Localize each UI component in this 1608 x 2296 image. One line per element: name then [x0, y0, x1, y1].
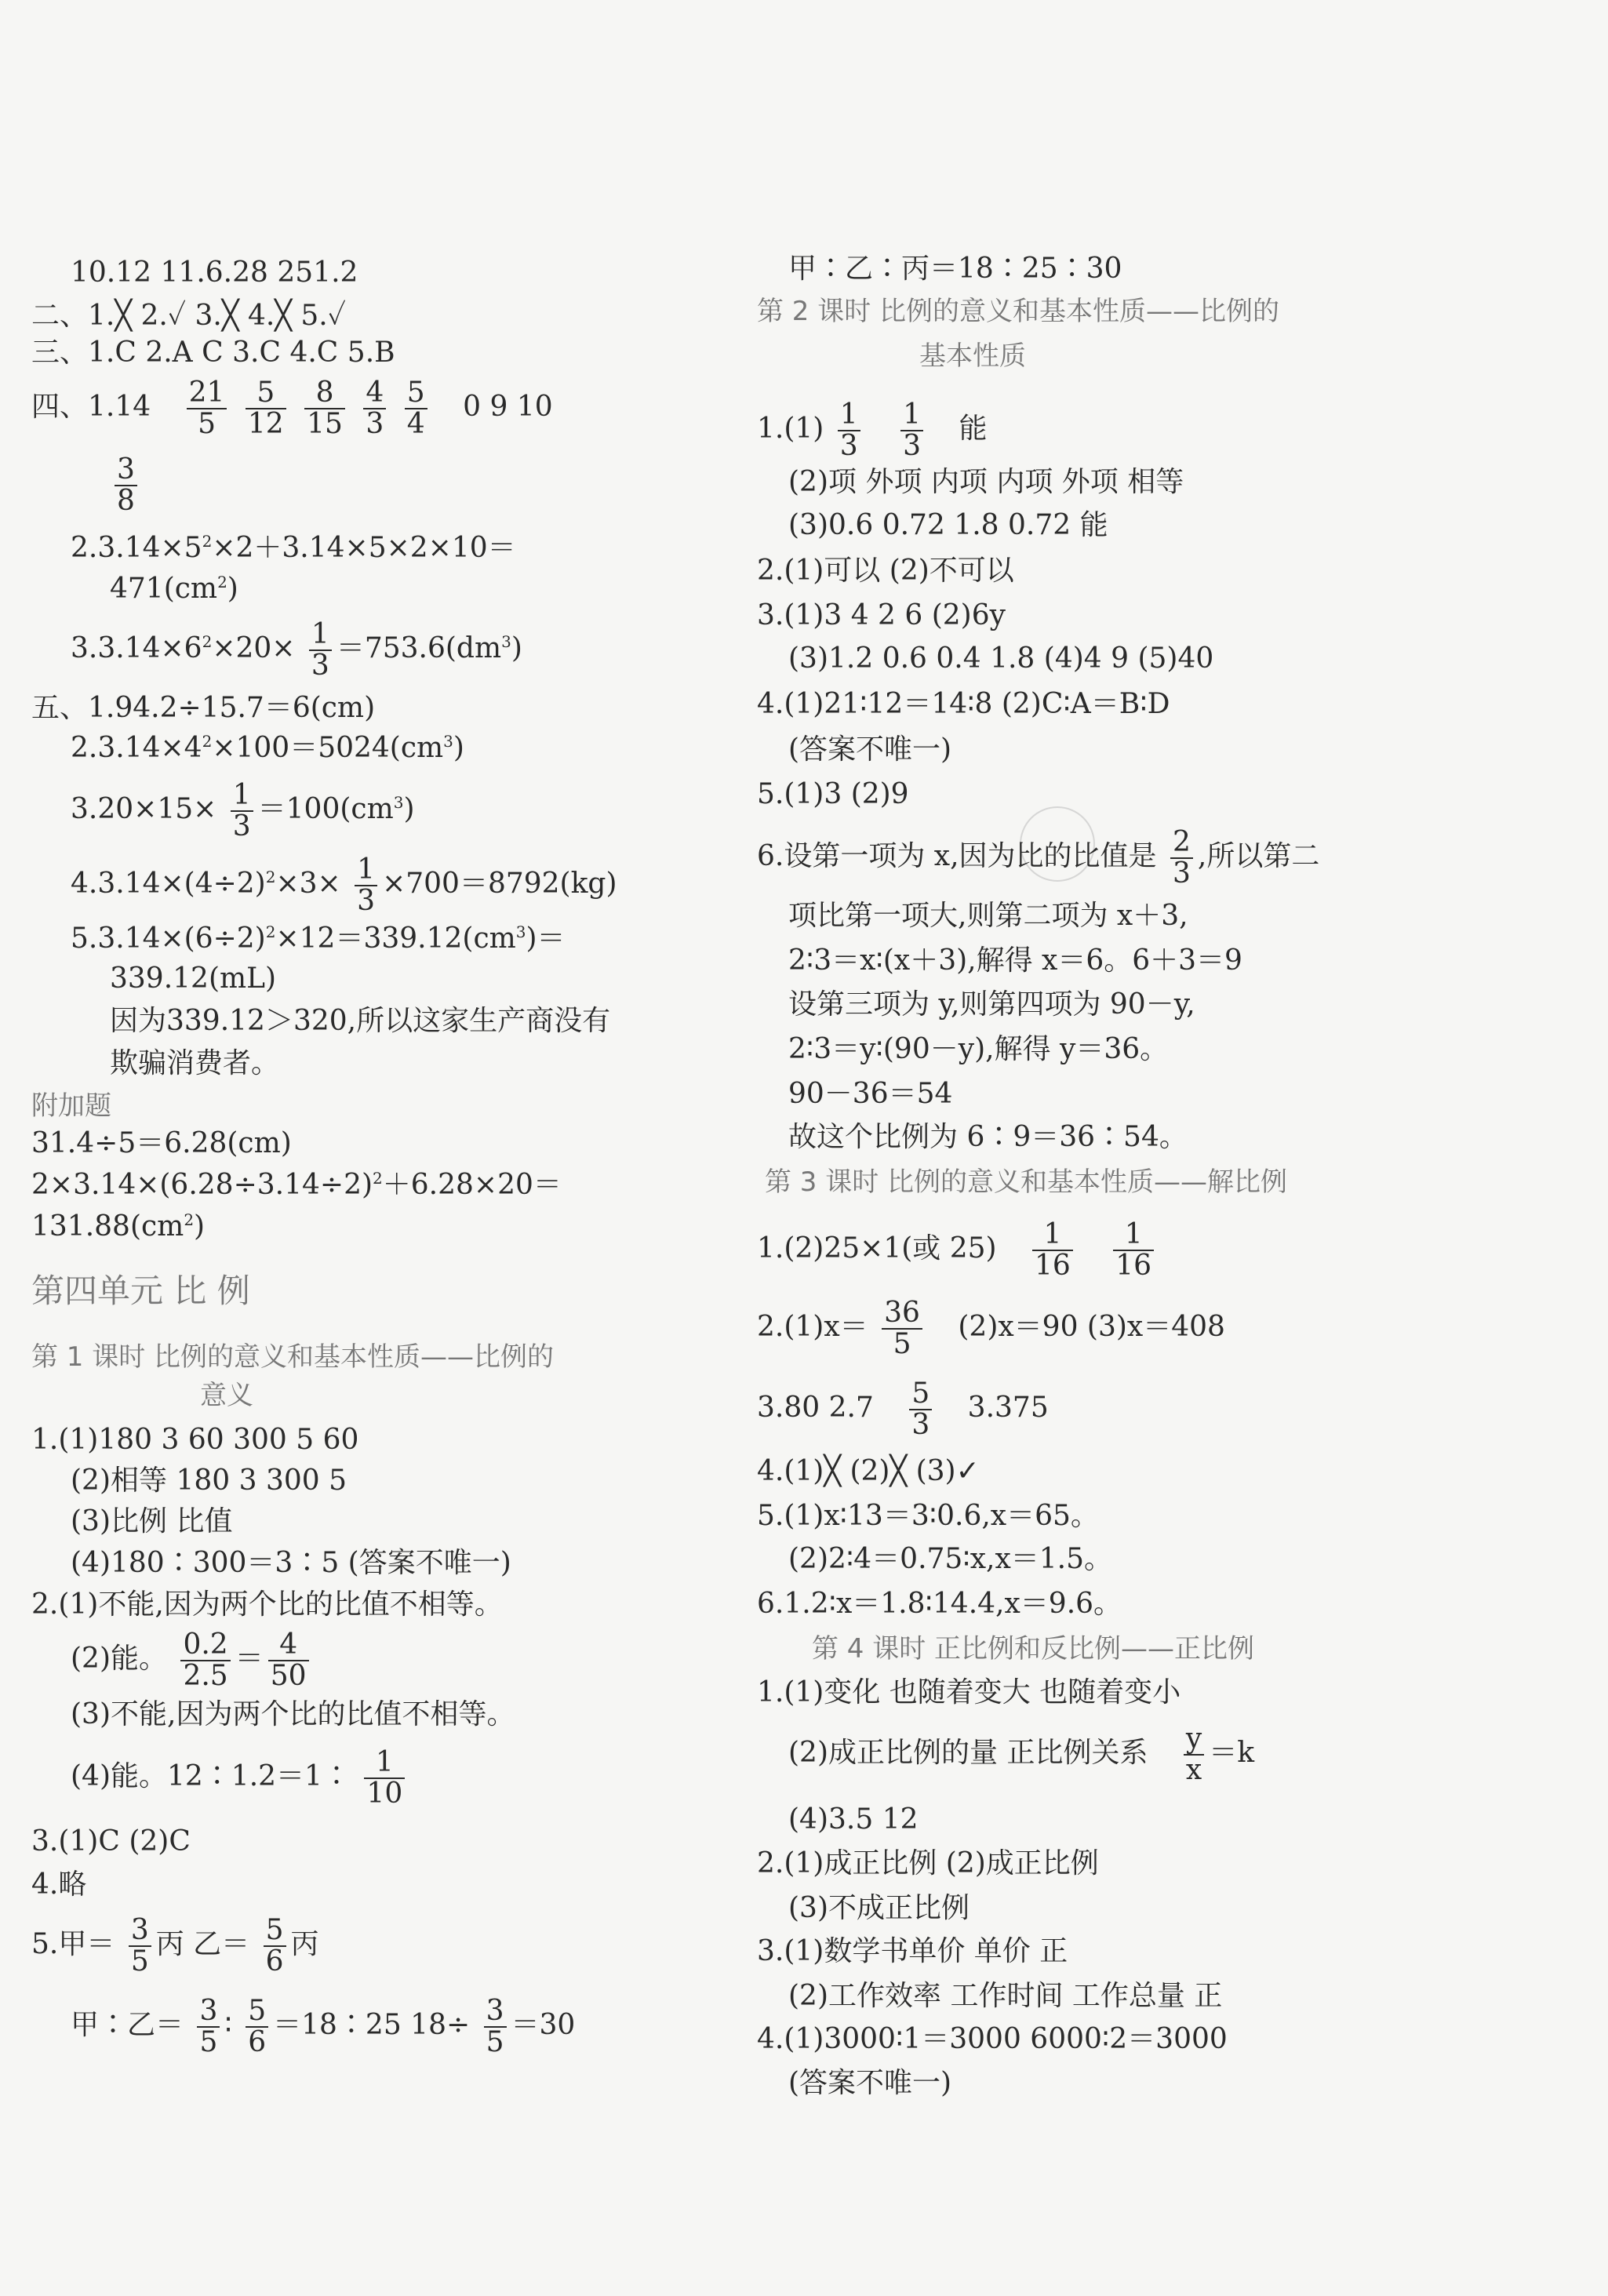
- section-heading: 附加题: [31, 1090, 111, 1122]
- answer-line: (4)180∶300＝3∶5 (答案不唯一): [71, 1547, 511, 1579]
- fraction: $\frac{3}{5}$: [484, 1996, 507, 2058]
- answer-line: $2.3.14\times 4^2\times 100=5024(cm^3)$: [71, 732, 464, 764]
- fraction: $\frac{0.2}{2.5}$: [180, 1630, 230, 1691]
- answer-line: 三、1.C 2.A C 3.C 4.C 5.B: [31, 337, 395, 369]
- answer-line: 4.(1)╳ (2)╳ (3)✓: [757, 1455, 980, 1487]
- answer-line: (2)成正比例的量 正比例关系 $\frac{y}{x}$ ＝k: [788, 1723, 1255, 1786]
- text: 0 9 10: [463, 390, 553, 423]
- answer-line: $5.3.14\times(6\div 2)^2\times 12=339.12(cm^3)=$: [71, 922, 566, 955]
- lesson-heading: 基本性质: [919, 340, 1026, 372]
- answer-line: $2.3.14\times 5^2\times 2+3.14\times 5\times 2\times 10=$: [71, 532, 516, 564]
- fraction: $\frac{5}{3}$: [909, 1379, 932, 1440]
- answer-line: (3)1.2 0.6 0.4 1.8 (4)4 9 (5)40: [788, 642, 1214, 675]
- lesson-heading: 第 1 课时 比例的意义和基本性质——比例的: [31, 1341, 555, 1373]
- answer-line: (3)比例 比值: [71, 1505, 233, 1537]
- fraction: $\frac{3}{8}$: [115, 455, 137, 516]
- fraction-line: [110, 455, 142, 516]
- answer-line: 3.(1)数学书单价 单价 正: [757, 1935, 1068, 1967]
- answer-line: (4)3.5 12: [788, 1803, 919, 1836]
- text: 四、1.14: [31, 390, 151, 423]
- answer-line: 2.(1)可以 (2)不可以: [757, 555, 1014, 587]
- answer-line: 1.(2)25×1(或 25) $\frac{1}{16}$ $\frac{1}{16}$: [757, 1220, 1159, 1281]
- answer-line: (3)不能,因为两个比的比值不相等。: [71, 1698, 515, 1730]
- lesson-heading: 第 3 课时 比例的意义和基本性质——解比例: [765, 1166, 1288, 1198]
- fraction: $\frac{1}{3}$: [309, 620, 332, 681]
- answer-line: 4.(1)21∶12＝14∶8 (2)C∶A＝B∶D: [757, 688, 1170, 720]
- answer-line: 二、1.╳ 2.✓ 3.╳ 4.╳ 5.✓: [31, 300, 346, 332]
- fraction: $\frac{y}{x}$: [1184, 1724, 1204, 1785]
- fraction: $\frac{3}{5}$: [197, 1996, 220, 2058]
- answer-line: 90－36＝54: [788, 1078, 953, 1110]
- lesson-heading: 第 2 课时 比例的意义和基本性质——比例的: [757, 296, 1280, 327]
- fraction: $\frac{8}{15}$: [304, 378, 345, 439]
- answer-line: 甲∶乙＝ $\frac{3}{5}$ ∶ $\frac{5}{6}$ ＝18∶25 18÷ $\frac{3}{5}$ ＝30: [71, 1995, 576, 2058]
- answer-line: (2)工作效率 工作时间 工作总量 正: [788, 1980, 1223, 2012]
- answer-line: 31.4÷5＝6.28(cm): [31, 1127, 292, 1159]
- answer-line: (2)项 外项 内项 内项 外项 相等: [788, 466, 1184, 498]
- answer-line-fractions: [31, 378, 553, 439]
- fraction: $\frac{5}{4}$: [405, 378, 427, 439]
- answer-line: (答案不唯一): [788, 2067, 952, 2099]
- answer-line: 因为339.12＞320,所以这家生产商没有: [110, 1005, 611, 1037]
- answer-line: (3)不成正比例: [788, 1892, 970, 1924]
- answer-line: 4.(1)3000∶1＝3000 6000∶2＝3000: [757, 2023, 1228, 2055]
- answer-line: 2∶3＝y∶(90－y),解得 y＝36。: [788, 1033, 1169, 1065]
- fraction: $\frac{1}{3}$: [231, 780, 253, 842]
- answer-line: 6.1.2∶x＝1.8∶14.4,x＝9.6。: [757, 1588, 1122, 1620]
- answer-line: 3.80 2.7 $\frac{5}{3}$ 3.375: [757, 1377, 1049, 1441]
- answer-line: 6.设第一项为 x,因为比的比值是 $\frac{2}{3}$ ,所以第二: [757, 826, 1320, 890]
- unit-title: 第四单元 比 例: [31, 1272, 250, 1310]
- answer-line: 3.20×15× $\frac{1}{3}$ $=100(cm^3)$: [71, 779, 415, 842]
- fraction: $\frac{5}{12}$: [246, 378, 286, 439]
- fraction: $\frac{2}{3}$: [1170, 828, 1193, 889]
- answer-line: 1.(1)变化 也随着变大 也随着变小: [757, 1676, 1181, 1708]
- answer-line: 4.略: [31, 1868, 87, 1901]
- answer-line: 339.12(mL): [110, 962, 277, 995]
- answer-line: 欺骗消费者。: [110, 1047, 280, 1079]
- answer-line: 故这个比例为 6∶9＝36∶54。: [788, 1121, 1188, 1153]
- answer-line: $471(cm^2)$: [110, 573, 238, 605]
- fraction: $\frac{36}{5}$: [882, 1298, 922, 1359]
- answer-line: (2)2∶4＝0.75∶x,x＝1.5。: [788, 1543, 1112, 1575]
- lesson-heading: 第 4 课时 正比例和反比例——正比例: [812, 1633, 1255, 1665]
- fraction: $\frac{1}{3}$: [355, 855, 377, 916]
- answer-line: 2.(1)不能,因为两个比的比值不相等。: [31, 1588, 503, 1621]
- answer-line: 3.(1)C (2)C: [31, 1825, 191, 1858]
- fraction: $\frac{1}{3}$: [838, 400, 860, 461]
- answer-line: $3.3.14\times 6^2\times 20\times$ $\frac{1}{3}$ $=753.6(dm^3)$: [71, 618, 522, 682]
- fraction: $\frac{1}{3}$: [900, 400, 923, 461]
- answer-line: 5.(1)x∶13＝3∶0.6,x＝65。: [757, 1500, 1099, 1532]
- fraction: $\frac{1}{16}$: [1113, 1220, 1154, 1281]
- answer-line: 甲∶乙∶丙＝18∶25∶30: [788, 253, 1122, 285]
- fraction: $\frac{4}{50}$: [268, 1630, 309, 1691]
- answer-line: (答案不唯一): [788, 733, 952, 766]
- answer-line: 5.(1)3 (2)9: [757, 778, 909, 810]
- fraction: $\frac{21}{5}$: [187, 378, 227, 439]
- answer-line: 项比第一项大,则第二项为 x＋3,: [788, 900, 1188, 932]
- answer-line: $131.88(cm^2)$: [31, 1210, 206, 1243]
- answer-line: (2)相等 180 3 300 5: [71, 1465, 347, 1497]
- lesson-heading: 意义: [200, 1380, 253, 1411]
- answer-line: (3)0.6 0.72 1.8 0.72 能: [788, 509, 1108, 541]
- answer-line: 2∶3＝x∶(x＋3),解得 x＝6。6＋3＝9: [788, 944, 1242, 977]
- answer-line: (4)能。12∶1.2＝1∶ $\frac{1}{10}$: [71, 1748, 409, 1809]
- fraction: $\frac{5}{6}$: [246, 1996, 268, 2058]
- answer-line: 五、1.94.2÷15.7＝6(cm): [31, 692, 376, 724]
- fraction: $\frac{4}{3}$: [363, 378, 386, 439]
- fraction: $\frac{1}{16}$: [1032, 1220, 1073, 1281]
- answer-line: 2.(1)成正比例 (2)成正比例: [757, 1847, 1099, 1879]
- answer-line: 5.甲＝ $\frac{3}{5}$ 丙 乙＝ $\frac{5}{6}$ 丙: [31, 1914, 319, 1978]
- answer-line: 10.12 11.6.28 251.2: [71, 257, 358, 289]
- answer-line: 3.(1)3 4 2 6 (2)6y: [757, 599, 1006, 631]
- answer-line: 1.(1) $\frac{1}{3}$ $\frac{1}{3}$ 能: [757, 398, 988, 462]
- answer-line: $2\times 3.14\times(6.28\div 3.14\div 2)^2+6.28\times 20=$: [31, 1169, 562, 1201]
- answer-line: 2.(1)x＝ $\frac{36}{5}$ (2)x＝90 (3)x＝408: [757, 1297, 1225, 1360]
- fraction: $\frac{5}{6}$: [264, 1916, 286, 1977]
- answer-line: (2)能。 $\frac{0.2}{2.5}$ ＝ $\frac{4}{50}$: [71, 1630, 314, 1691]
- answer-line: 设第三项为 y,则第四项为 90－y,: [788, 988, 1195, 1021]
- fraction: $\frac{1}{10}$: [364, 1748, 405, 1809]
- fraction: $\frac{3}{5}$: [129, 1916, 151, 1977]
- answer-line: $4.3.14\times(4\div 2)^2\times 3\times$ $\frac{1}{3}$ ×700＝8792(kg): [71, 853, 617, 917]
- answer-line: 1.(1)180 3 60 300 5 60: [31, 1424, 359, 1456]
